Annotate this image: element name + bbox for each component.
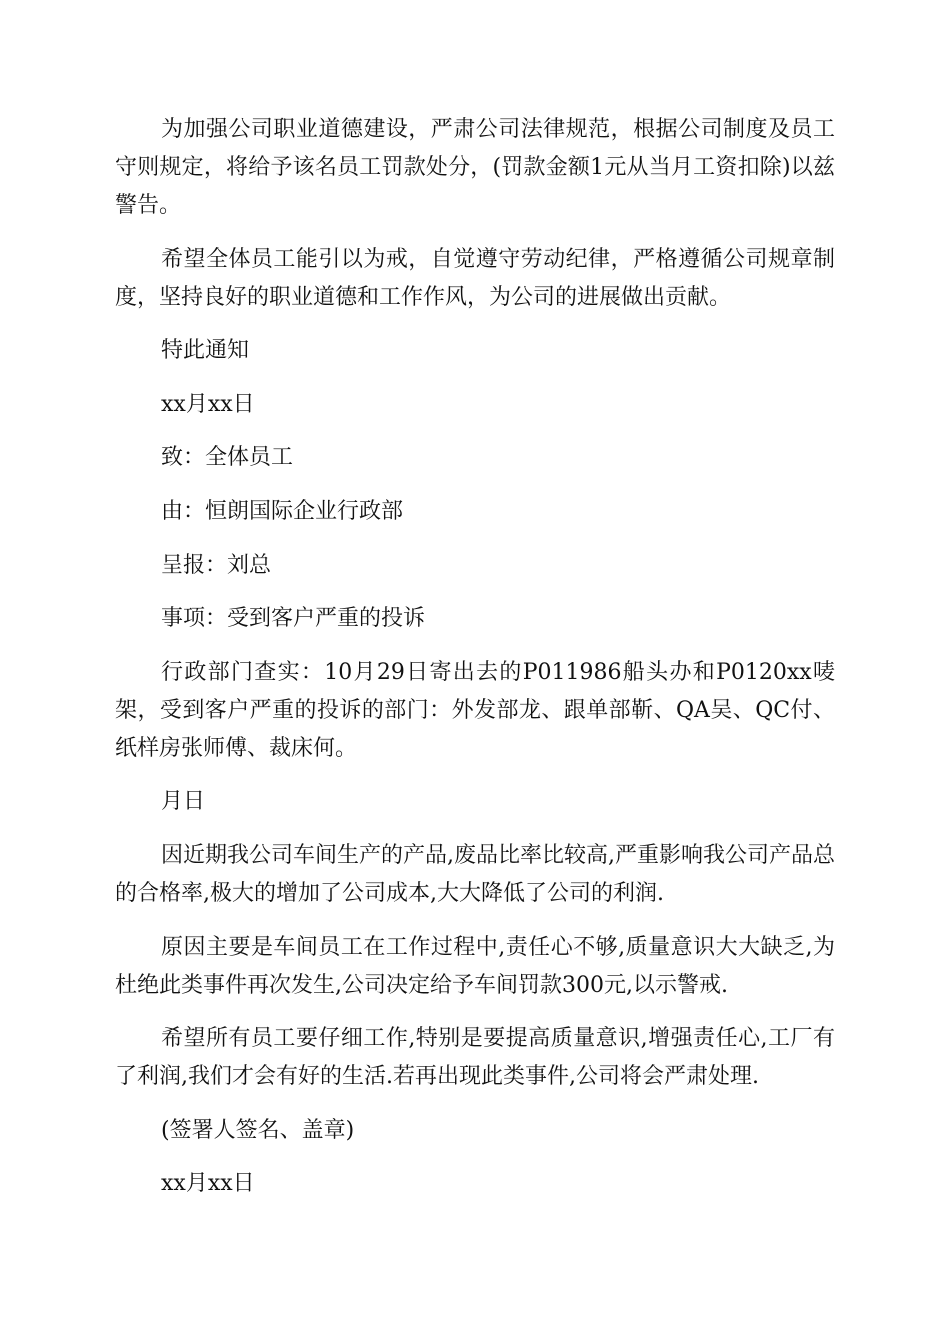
paragraph-investigation: 行政部门查实：10月29日寄出去的P011986船头办和P0120xx唛架，受到客户严重的投诉的部门：外发部龙、跟单部靳、QA吴、QC付、纸样房张师傅、裁床何。 <box>115 659 835 761</box>
paragraph-defect-rate: 因近期我公司车间生产的产品,废品比率比较高,严重影响我公司产品总的合格率,极大的增加了公司成本,大大降低了公司的利润. <box>115 842 835 906</box>
paragraph-subject: 事项：受到客户严重的投诉 <box>161 606 426 632</box>
paragraph-warning: 希望所有员工要仔细工作,特别是要提高质量意识,增强责任心,工厂有了利润,我们才会有好的生活.若再出现此类事件,公司将会严肃处理. <box>115 1026 835 1090</box>
paragraph-final-date: xx月xx日 <box>161 1171 255 1197</box>
paragraph-disciplinary-notice: 为加强公司职业道德建设，严肃公司法律规范，根据公司制度及员工守则规定，将给予该名员工罚款处分，(罚款金额1元从当月工资扣除)以兹警告。 <box>115 117 835 218</box>
document-body <box>115 111 835 1219</box>
paragraph-penalty: 原因主要是车间员工在工作过程中,责任心不够,质量意识大大缺乏,为杜绝此类事件再次发生,公司决定给予车间罚款300元,以示警戒. <box>115 934 835 998</box>
paragraph-recipient: 致：全体员工 <box>161 445 294 471</box>
paragraph-expectation: 希望全体员工能引以为戒，自觉遵守劳动纪律，严格遵循公司规章制度，坚持良好的职业道德和工作作风，为公司的进展做出贡献。 <box>115 246 835 310</box>
paragraph-notice-closing: 特此通知 <box>161 338 250 364</box>
paragraph-sender: 由：恒朗国际企业行政部 <box>161 498 404 524</box>
paragraph-report-to: 呈报：刘总 <box>161 552 272 578</box>
paragraph-date: xx月xx日 <box>161 391 255 417</box>
paragraph-signature: (签署人签名、盖章) <box>161 1117 355 1143</box>
paragraph-month-day: 月日 <box>161 789 206 815</box>
